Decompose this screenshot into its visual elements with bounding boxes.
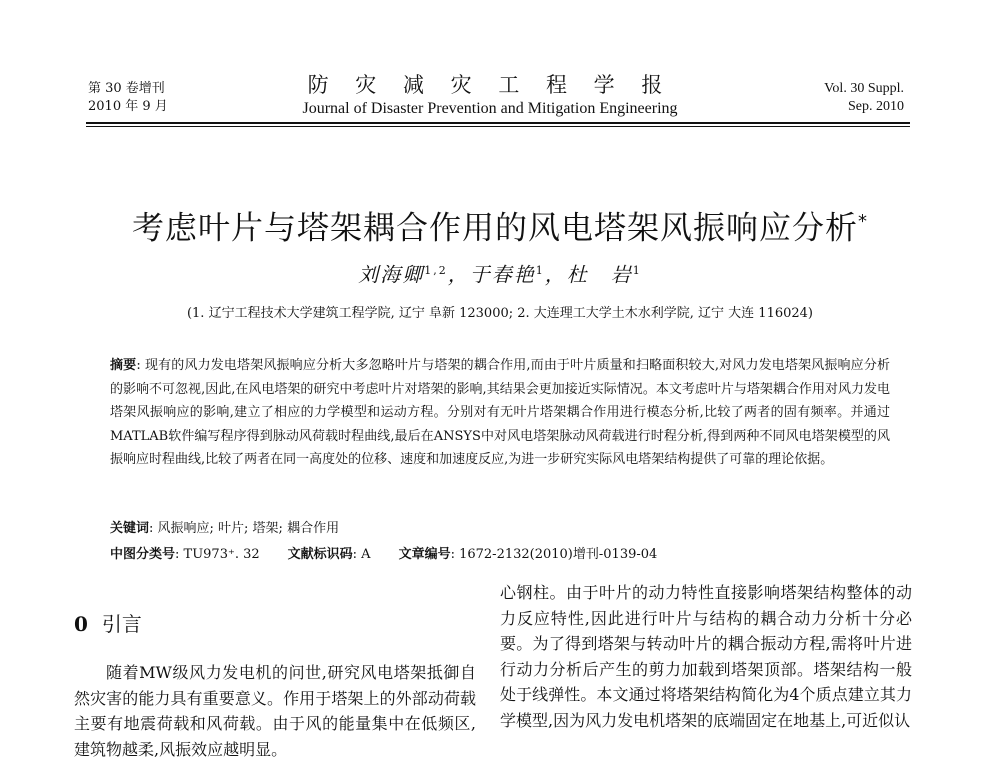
- body-column-left: [74, 660, 476, 760]
- keywords-label: 关键词: [110, 521, 150, 536]
- abstract-label: 摘要: [110, 358, 137, 373]
- header-journal-name: [240, 72, 740, 119]
- header-rule-thick: [86, 122, 910, 124]
- header-volume-info: [824, 80, 904, 116]
- body-paragraph: 心钢柱。由于叶片的动力特性直接影响塔架结构整体的动力反应特性,因此进行叶片与结构的耦合动力分析十分必要。为了得到塔架与转动叶片的耦合振动方程,需将叶片进行动力分析后产生的剪力加载到塔架顶部。塔架结构一般处于线弹性。本文通过将塔架结构简化为4个质点建立其力学模型,因为风力发电机塔架的底端固定在地基上,可近似认: [500, 583, 912, 730]
- author-name: 杜 岩: [566, 262, 633, 287]
- keywords-text: 风振响应; 叶片; 塔架; 耦合作用: [157, 521, 340, 536]
- keywords: [110, 520, 890, 538]
- header-issue-cn: 第 30 卷增刊: [88, 81, 165, 96]
- section-heading: [74, 611, 142, 637]
- header-rule-thin: [86, 126, 910, 127]
- section-title: 引言: [101, 612, 142, 636]
- body-paragraph: 随着MW级风力发电机的问世,研究风电塔架抵御自然灾害的能力具有重要意义。作用于塔架上的外部动荷载主要有地震荷载和风荷载。由于风的能量集中在低频区,建筑物越柔,风振效应越明显。: [74, 663, 476, 759]
- author-name: 刘海卿: [358, 262, 425, 287]
- header-date-en: Sep. 2010: [848, 99, 904, 114]
- doc-code-value: : A: [352, 547, 371, 562]
- author-separator: ，: [447, 262, 470, 287]
- article-number-value: : 1672-2132(2010)增刊-0139-04: [450, 547, 658, 562]
- clc-label: 中图分类号: [110, 547, 176, 562]
- author-affiliation-mark: 1,2: [424, 264, 448, 277]
- article-title-text: 考虑叶片与塔架耦合作用的风电塔架风振响应分析: [131, 208, 858, 247]
- doc-code-label: 文献标识码: [287, 547, 353, 562]
- header-date-cn: 2010 年 9 月: [88, 99, 168, 114]
- author-separator: ，: [544, 262, 567, 287]
- author-name: 于春艳: [469, 262, 536, 287]
- article-number-label: 文章编号: [398, 547, 451, 562]
- abstract-text: 现有的风力发电塔架风振响应分析大多忽略叶片与塔架的耦合作用,而由于叶片质量和扫略面积较大,对风力发电塔架风振响应分析的影响不可忽视,因此,在风电塔架的研究中考虑叶片对塔架的影响,其结果会更加接近实际情况。本文考虑叶片与塔架耦合作用对风力发电塔架风振响应的影响,建立了相应的力学模型和运动方程。分别对有无叶片塔架耦合作用进行模态分析,比较了两者的固有频率。并通过MATLAB软件编写程序得到脉动风荷载时程曲线,最后在ANSYS中对风电塔架脉动风荷载进行时程分析,得到两种不同风电塔架模型的风振响应时程曲线,比较了两者在同一高度处的位移、速度和加速度反应,为进一步研究实际风电塔架结构提供了可靠的理论依据。: [110, 358, 890, 468]
- article-title: [40, 202, 960, 248]
- clc-value: : TU973⁺. 32: [175, 547, 260, 562]
- abstract-colon: :: [136, 358, 145, 373]
- title-footnote-mark: *: [858, 211, 868, 232]
- journal-title-en: Journal of Disaster Prevention and Mitigation Engineering: [302, 100, 678, 117]
- affiliations: (1. 辽宁工程技术大学建筑工程学院, 辽宁 阜新 123000; 2. 大连理工大学土木水利学院, 辽宁 大连 116024): [186, 306, 814, 321]
- header-issue-info: [88, 80, 168, 116]
- author-list: [0, 258, 1000, 288]
- body-column-right: [500, 580, 912, 734]
- author-affiliation-mark: 1: [632, 264, 642, 277]
- abstract: [110, 354, 890, 472]
- keywords-colon: :: [149, 521, 158, 536]
- section-number: 0: [74, 612, 88, 636]
- author-affiliation-mark: 1: [535, 264, 545, 277]
- journal-title-cn: 防 灾 减 灾 工 程 学 报: [307, 73, 673, 97]
- classification-line: [110, 546, 890, 564]
- header-volume-en: Vol. 30 Suppl.: [824, 81, 904, 96]
